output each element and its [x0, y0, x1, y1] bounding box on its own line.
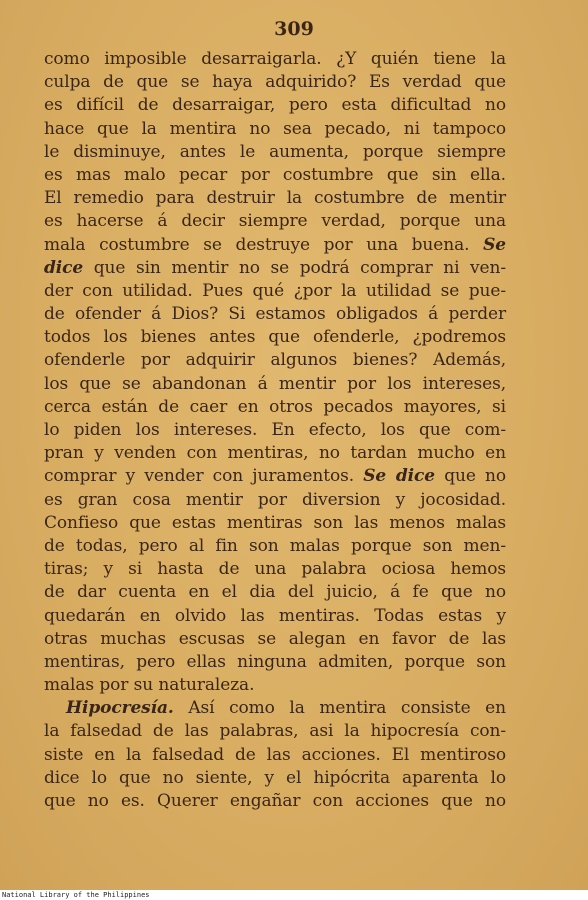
text-segment: pran y venden con mentiras, no tardan mucho en — [44, 443, 506, 464]
text-line — [44, 651, 506, 674]
text-segment: quedarán en olvido las mentiras. Todas estas y — [44, 605, 506, 626]
text-line — [44, 744, 506, 767]
text-line — [44, 349, 506, 372]
text-line — [44, 396, 506, 419]
text-segment: Confieso que estas mentiras son las menos malas — [44, 512, 506, 533]
text-segment: comprar y vender con juramentos. — [44, 466, 364, 487]
text-segment: es difícil de desarraigar, pero esta dificultad no — [44, 95, 506, 116]
text-segment: es hacerse á decir siempre verdad, porque una — [44, 211, 506, 232]
text-segment: como imposible desarraigarla. ¿Y quién tiene la — [44, 49, 506, 69]
text-segment: mala costumbre se destruye por una buena. — [44, 234, 484, 255]
italic-phrase: Se — [483, 234, 506, 255]
text-line — [44, 720, 506, 743]
text-segment: es gran cosa mentir por diversion y jocosidad. — [44, 489, 506, 510]
text-line — [44, 326, 506, 349]
text-line — [44, 465, 506, 488]
text-segment: de todas, pero al fin son malas porque son men- — [44, 535, 506, 556]
text-line — [44, 141, 506, 164]
text-segment: Así como la mentira consiste en — [173, 698, 506, 719]
text-line — [44, 280, 506, 303]
text-line — [44, 628, 506, 651]
text-line — [44, 187, 506, 210]
text-segment: mentiras, pero ellas ninguna admiten, porque son — [44, 651, 506, 672]
text-segment: El remedio para destruir la costumbre de mentir — [44, 188, 506, 209]
italic-phrase: dice — [44, 257, 84, 278]
text-segment: todos los bienes antes que ofenderle, ¿podremos — [44, 327, 506, 348]
text-segment: cerca están de caer en otros pecados mayores, si — [44, 396, 506, 417]
text-line — [44, 674, 506, 697]
text-line — [44, 257, 506, 280]
text-line — [44, 419, 506, 442]
text-line — [44, 512, 506, 535]
footer-credit: National Library of the Philippines — [0, 890, 588, 900]
body-text — [44, 48, 506, 813]
text-segment: que sin mentir no se podrá comprar ni ven- — [83, 257, 506, 278]
text-segment: otras muchas escusas se alegan en favor de las — [44, 628, 506, 649]
text-segment: los que se abandonan á mentir por los intereses, — [44, 373, 506, 394]
text-segment: siste en la falsedad de las acciones. El mentiroso — [44, 744, 506, 765]
page-number: 309 — [274, 18, 314, 40]
text-line — [44, 303, 506, 326]
text-line — [44, 71, 506, 94]
text-line — [44, 373, 506, 396]
text-line — [44, 164, 506, 187]
text-line — [44, 234, 506, 257]
text-line — [44, 94, 506, 117]
text-line — [44, 605, 506, 628]
text-line — [44, 118, 506, 141]
text-segment: le disminuye, antes le aumenta, porque siempre — [44, 141, 506, 162]
text-line — [44, 48, 506, 71]
text-segment: ofenderle por adquirir algunos bienes? Además, — [44, 350, 506, 371]
text-segment: es mas malo pecar por costumbre que sin ella. — [44, 164, 506, 185]
text-segment: que no es. Querer engañar con acciones que no — [44, 791, 506, 811]
text-line — [44, 790, 506, 813]
text-segment: lo piden los intereses. En efecto, los que com- — [44, 420, 506, 440]
text-line — [44, 558, 506, 581]
text-segment: la falsedad de las palabras, asi la hipocresía con- — [44, 721, 506, 742]
text-line — [44, 442, 506, 465]
text-segment: que no — [434, 466, 506, 487]
text-line — [44, 489, 506, 512]
text-line — [44, 697, 506, 720]
italic-phrase: Se dice — [363, 466, 435, 487]
text-segment: culpa de que se haya adquirido? Es verdad que — [44, 72, 506, 93]
text-segment: malas por su naturaleza. — [44, 675, 255, 696]
text-segment: de dar cuenta en el dia del juicio, á fe que no — [44, 582, 506, 603]
text-line — [44, 581, 506, 604]
text-line — [44, 767, 506, 790]
text-line — [44, 535, 506, 558]
text-segment: der con utilidad. Pues qué ¿por la utilidad se pue- — [44, 280, 506, 301]
text-segment: hace que la mentira no sea pecado, ni tampoco — [44, 118, 506, 139]
text-line — [44, 210, 506, 233]
text-segment: de ofender á Dios? Si estamos obligados á perder — [44, 304, 506, 325]
text-segment: dice lo que no siente, y el hipócrita aparenta lo — [44, 767, 506, 788]
text-segment: tiras; y si hasta de una palabra ociosa hemos — [44, 559, 506, 580]
italic-phrase: Hipocresía. — [66, 698, 174, 719]
